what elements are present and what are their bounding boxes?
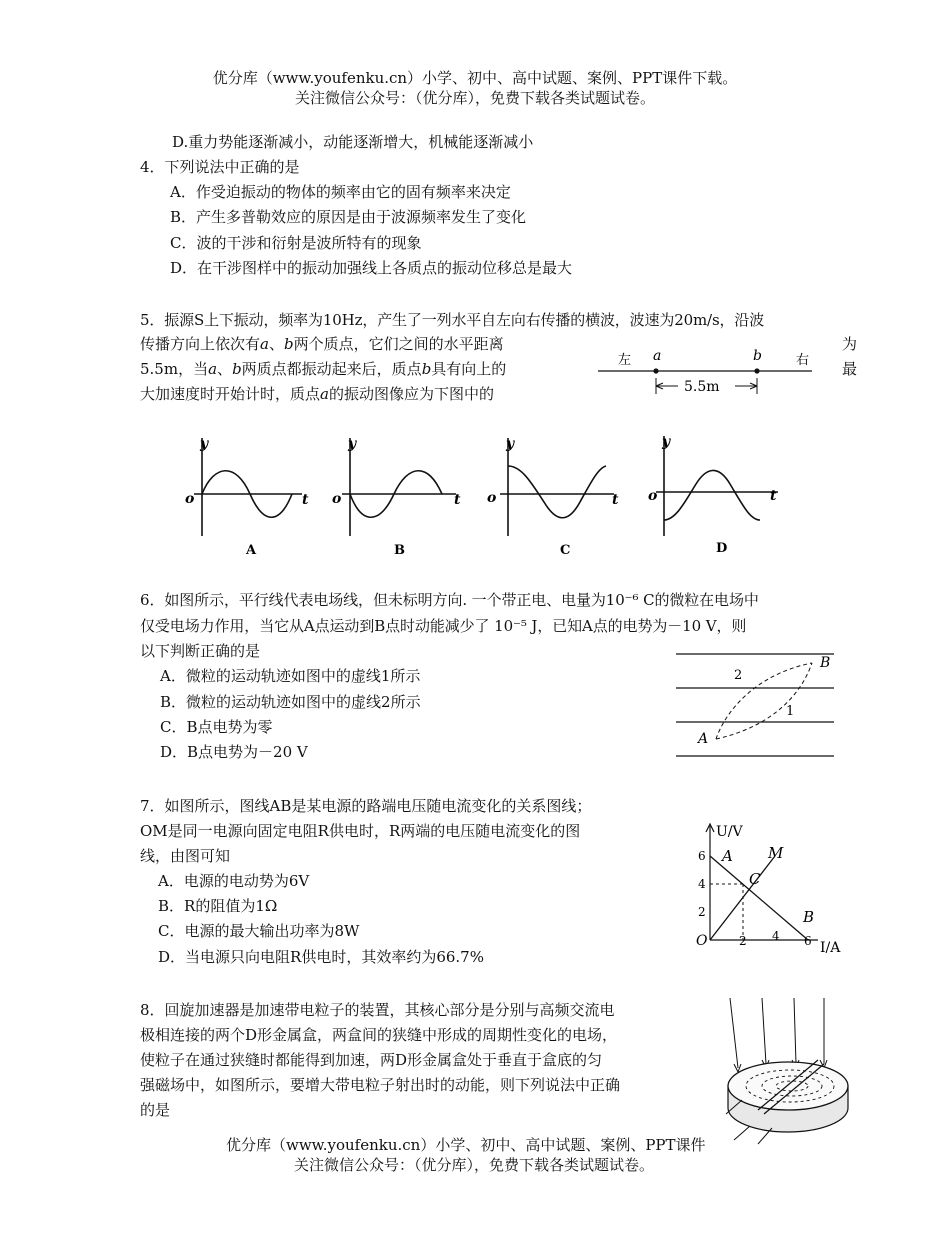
q7-option-a: A．电源的电动势为6V [158,872,310,890]
q7-option-b: B．R的阻值为1Ω [158,897,278,915]
q5-line-4 [140,384,494,404]
q5-graphs [180,428,800,563]
q8-line-3: 使粒子在通过狭缝时都能得到加速，两D形金属盒处于垂直于盒底的匀 [140,1051,603,1069]
q5-sep-2: 、 [217,360,233,378]
fig-point-b: b [753,348,762,364]
q5-point-b: b [283,335,294,353]
footer-line-2: 关注微信公众号：（优分库），免费下载各类试题试卷。 [294,1156,655,1174]
trajectory-1 [716,663,812,739]
q5-line-3-end: 最 [842,360,858,378]
q8-line-1: 8．回旋加速器是加速带电粒子的装置，其核心部分是分别与高频交流电 [140,1001,615,1019]
graph-a-o: o [185,491,195,507]
graph-d-y: y [662,434,671,450]
q5-sep: 、 [268,335,284,353]
q5-line-3c: 具有向上的 [431,360,507,378]
xlabel: I/A [820,940,841,956]
fig-curve-1-label: 1 [786,704,795,719]
point-c-label: C [749,870,761,888]
q6-option-c: C．B点电势为零 [160,718,273,736]
header-line-2: 关注微信公众号：（优分库），免费下载各类试题试卷。 [294,89,655,107]
q5-line-2b: 两个质点，它们之间的水平距离 [293,335,504,353]
q5-line-4a: 大加速度时开始计时，质点 [140,385,321,403]
graph-c-t: t [612,492,619,508]
graph-d-label: D [716,541,728,556]
ytick-4: 4 [698,877,706,891]
q5-line-3a: 5.5m，当 [140,360,209,378]
q7-ui-graph [690,818,850,960]
graph-a-t: t [302,492,309,508]
ytick-2: 2 [698,905,706,919]
q4-stem: 4．下列说法中正确的是 [140,158,300,176]
point-b-dot [754,368,759,373]
q4-option-a: A．作受迫振动的物体的频率由它的固有频率来决定 [170,183,511,201]
graph-d-curve [664,470,760,520]
xtick-6: 6 [804,934,812,948]
graph-b-label: B [394,543,405,558]
fig-right-label: 右 [796,353,810,368]
q6-field-figure [672,645,840,765]
xtick-4: 4 [772,929,780,943]
q6-option-b: B．微粒的运动轨迹如图中的虚线2所示 [160,693,421,711]
graph-a-y: y [200,436,209,452]
graph-b-t: t [454,492,461,508]
q5-point-b-2: b [232,360,242,378]
dim-arrow-left [656,383,678,389]
q8-cyclotron-figure [712,994,862,1154]
point-a-label: A [722,847,733,865]
graph-c-y: y [506,436,515,452]
ytick-6: 6 [698,849,706,863]
q7-option-c: C．电源的最大输出功率为8W [158,922,360,940]
fig-point-a-label: A [698,731,709,747]
q5-line-2-end: 为 [842,335,858,353]
q5-line-4b: 的振动图像应为下图中的 [328,385,494,403]
graph-d-t: t [770,488,777,504]
q3-option-d: D.重力势能逐渐减小，动能逐渐增大，机械能逐渐减小 [172,133,534,151]
origin: O [696,933,708,949]
graph-c-curve [508,466,606,518]
trajectory-2 [716,663,812,739]
xtick-2: 2 [739,934,747,948]
fig-point-a: a [653,348,662,364]
fig-point-b-label: B [820,655,831,671]
dim-arrow-right [735,383,757,389]
line-ab [710,856,808,940]
q5-point-b-3: b [421,360,432,378]
graph-c-label: C [560,543,571,558]
point-m-label: M [768,844,784,862]
graph-d-o: o [648,488,658,504]
d-boxes [726,1060,848,1144]
graph-a [194,438,302,536]
q8-line-4: 强磁场中，如图所示，要增大带电粒子射出时的动能，则下列说法中正确 [140,1076,621,1094]
q7-option-d: D．当电源只向电阻R供电时，其效率约为66.7% [158,948,484,966]
fig-distance: 5.5m [684,379,720,395]
q6-line-2: 仅受电场力作用，当它从A点运动到B点时动能减少了 10⁻⁵ J，已知A点的电势为－10 V，则 [140,617,747,635]
footer-line-1: 优分库（www.youfenku.cn）小学、初中、高中试题、案例、PPT课件 [226,1136,706,1154]
graph-c-o: o [487,490,497,506]
fig-curve-2-label: 2 [734,668,743,683]
q5-line-1: 5．振源S上下振动，频率为10Hz，产生了一列水平自左向右传播的横波，波速为20m/s，沿波 [140,311,765,329]
point-a-dot [653,368,658,373]
graph-b [342,438,456,536]
graph-c [500,438,614,536]
fig-left-label: 左 [618,353,632,368]
q4-option-c: C．波的干涉和衍射是波所特有的现象 [170,234,422,252]
q6-option-a: A．微粒的运动轨迹如图中的虚线1所示 [160,667,421,685]
graph-b-y: y [348,436,357,452]
q7-line-3: 线，由图可知 [140,847,231,865]
q4-option-d: D．在干涉图样中的振动加强线上各质点的振动位移总是最大 [170,259,573,277]
q6-line-1: 6．如图所示，平行线代表电场线，但未标明方向. 一个带正电、电量为10⁻⁶ C的微粒在电场中 [140,591,759,609]
magnetic-field-lines [730,998,827,1072]
q5-line-3 [140,359,506,379]
q5-point-a-3: a [320,385,329,403]
point-b-label: B [803,908,815,926]
q5-point-a: a [260,335,269,353]
graph-b-o: o [332,491,342,507]
q7-line-1: 7．如图所示，图线AB是某电源的路端电压随电流变化的关系图线； [140,797,592,815]
q5-line-3b: 两质点都振动起来后，质点 [241,360,422,378]
graph-a-label: A [246,543,257,558]
q6-option-d: D．B点电势为－20 V [160,743,308,761]
q5-point-a-2: a [208,360,218,378]
q4-option-b: B．产生多普勒效应的原因是由于波源频率发生了变化 [170,208,527,226]
q5-wave-line-figure [590,340,820,405]
graph-d [656,436,778,536]
q5-line-2a: 传播方向上依次有 [140,335,261,353]
q5-line-2 [140,334,504,354]
q8-line-2: 极相连接的两个D形金属盒，两盒间的狭缝中形成的周期性变化的电场， [140,1026,618,1044]
q7-line-2: OM是同一电源向固定电阻R供电时，R两端的电压随电流变化的图 [140,822,581,840]
header-line-1: 优分库（www.youfenku.cn）小学、初中、高中试题、案例、PPT课件下载。 [212,69,738,87]
ylabel: U/V [716,824,743,840]
q6-line-3: 以下判断正确的是 [140,642,261,660]
q8-line-5: 的是 [140,1101,171,1119]
